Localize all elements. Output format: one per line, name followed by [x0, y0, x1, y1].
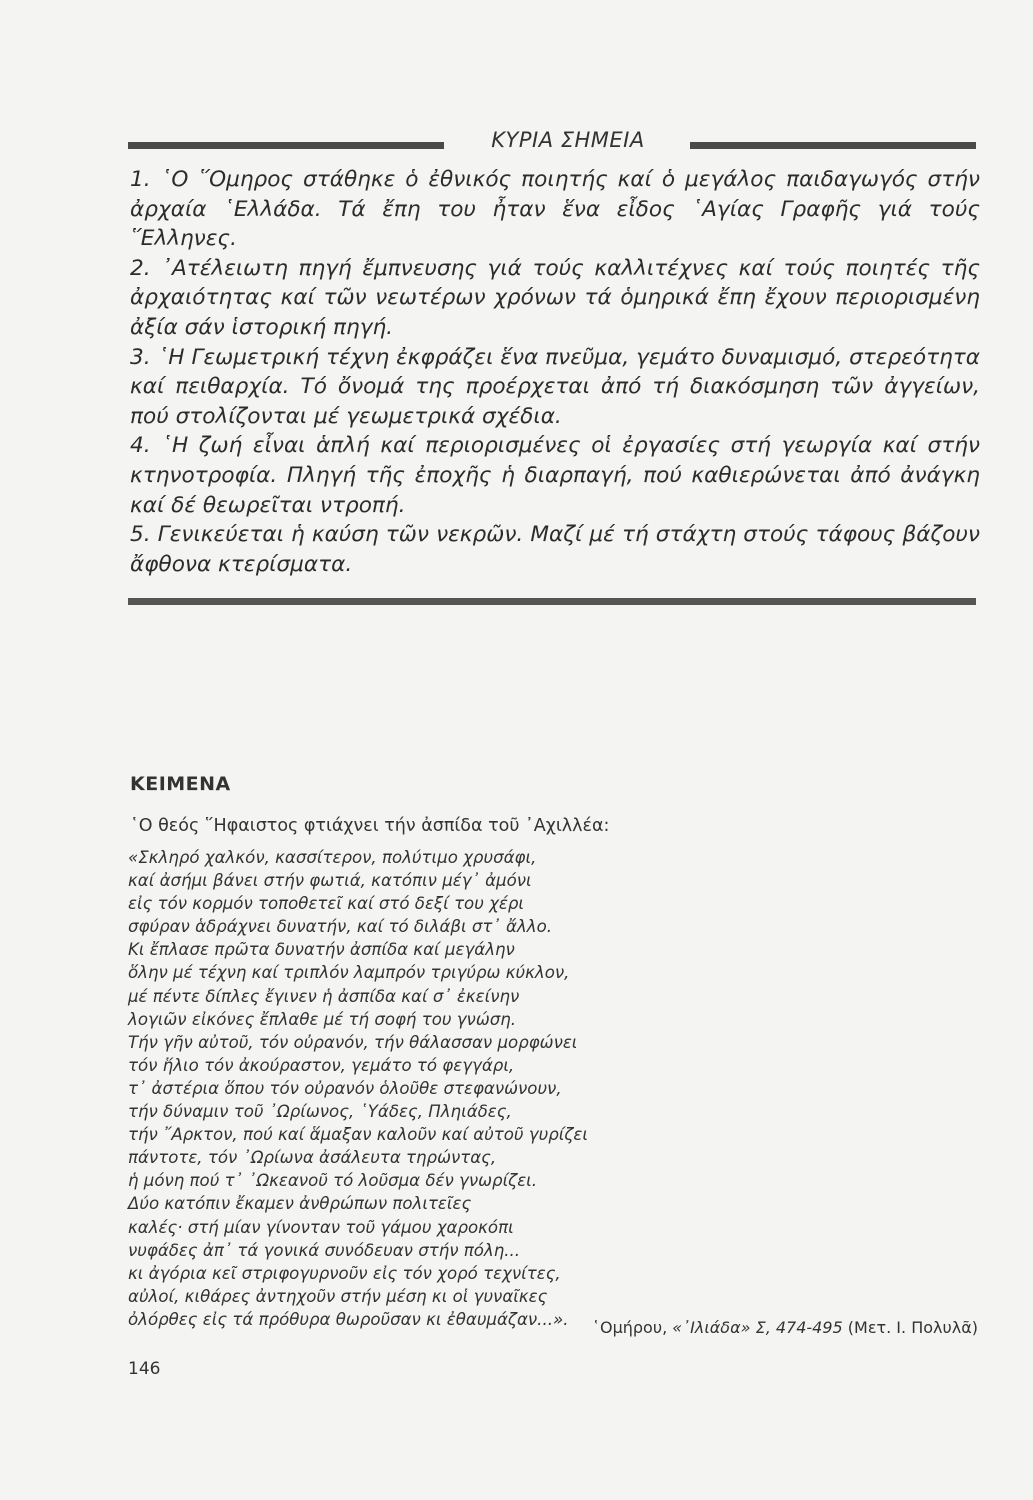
poem-line: ἡ μόνη πού τ᾿ ᾿Ωκεανοῦ τό λοῦσμα δέν γνωρίζει.	[128, 1171, 538, 1191]
poem-line: τ᾿ ἀστέρια ὅπου τόν οὐρανόν ὁλοῦθε στεφανώνουν,	[128, 1078, 562, 1098]
key-point: 2. ᾿Ατέλειωτη πηγή ἔμπνευσης γιά τούς καλλιτέχνες καί τούς ποιητές τῆς ἀρχαιότητας καί τῶν νεωτέρων χρόνων τά ὁμηρικά ἔπη ἔχουν περιορισμένη ἀξία σάν ἱστορική πηγή.	[130, 255, 980, 340]
poem-line: ὅλην μέ τέχνη καί τριπλόν λαμπρόν τριγύρω κύκλον,	[128, 963, 570, 983]
poem-line: σφύραν ἁδράχνει δυνατήν, καί τό διλάβι στ᾿ ἄλλο.	[128, 917, 552, 937]
poem-line: Κι ἔπλασε πρῶτα δυνατήν ἀσπίδα καί μεγάλην	[128, 940, 515, 960]
poem-line: κι ἀγόρια κεῖ στριφογυρνοῦν εἰς τόν χορό τεχνίτες,	[128, 1263, 561, 1283]
key-point: 3. ῾Η Γεωμετρική τέχνη ἐκφράζει ἕνα πνεῦμα, γεμάτο δυναμισμό, στερεότητα καί πειθαρχία. Τό ὄνομά της προέρχεται ἀπό τή διακόσμηση τῶν ἀγγείων, πού στολίζονται μέ γεωμετρικά σχέδια.	[130, 344, 980, 429]
key-point: 5. Γενικεύεται ἡ καύση τῶν νεκρῶν. Μαζί μέ τή στάχτη στούς τάφους βάζουν ἄφθονα κτερίσματα.	[130, 522, 980, 577]
key-point: 1. ῾Ο ῞Ομηρος στάθηκε ὁ ἐθνικός ποιητής καί ὁ μεγάλος παιδαγωγός στήν ἀρχαία ῾Ελλάδα. Τά ἔπη του ἦταν ἕνα εἶδος ῾Αγίας Γραφῆς γιά τούς ῞Ελληνες.	[130, 167, 980, 252]
poem-line: Τήν γῆν αὐτοῦ, τόν οὐρανόν, τήν θάλασσαν μορφώνει	[128, 1032, 578, 1052]
key-point: 4. ῾Η ζωή εἶναι ἁπλή καί περιορισμένες οἱ ἐργασίες στή γεωργία καί στήν κτηνοτροφία. Πληγή τῆς ἐποχῆς ἡ διαρπαγή, πού καθιερώνεται ἀπό ἀνάγκη καί δέ θεωρεῖται ντροπή.	[130, 433, 980, 518]
poem-line: πάντοτε, τόν ᾿Ωρίωνα ἀσάλευτα τηρώντας,	[128, 1148, 497, 1168]
poem-line: νυφάδες ἀπ᾿ τά γονικά συνόδευαν στήν πόλη...	[128, 1240, 521, 1260]
source-citation	[592, 1318, 978, 1337]
poem-line: «Σκληρό χαλκόν, κασσίτερον, πολύτιμο χρυσάφι,	[128, 848, 537, 867]
source-work: «᾿Ιλιάδα» Σ, 474-495	[672, 1318, 843, 1337]
header-rule-right	[690, 142, 976, 149]
texts-heading: ΚΕΙΜΕΝΑ	[130, 773, 231, 795]
source-author: ῾Ομήρου,	[591, 1318, 673, 1337]
poem-excerpt	[128, 846, 728, 1331]
poem-line: Δύο κατόπιν ἔκαμεν ἀνθρώπων πολιτεῖες	[128, 1194, 472, 1214]
page-number: 146	[128, 1359, 161, 1379]
poem-line: εἰς τόν κορμόν τοποθετεῖ καί στό δεξί του χέρι	[128, 894, 525, 914]
poem-line: καί ἀσήμι βάνει στήν φωτιά, κατόπιν μέγ᾿ ἀμόνι	[128, 871, 532, 891]
source-translator: (Μετ. Ι. Πολυλᾶ)	[842, 1318, 978, 1337]
poem-line: αὐλοί, κιθάρες ἀντηχοῦν στήν μέση κι οἱ γυναῖκες	[128, 1286, 548, 1306]
key-points-list	[130, 165, 980, 579]
header-rule-left	[128, 142, 444, 149]
key-points-title: ΚΥΡΙΑ ΣΗΜΕΙΑ	[491, 128, 645, 152]
texts-intro: ῾Ο θεός ῞Ηφαιστος φτιάχνει τήν ἀσπίδα τοῦ ᾿Αχιλλέα:	[130, 816, 610, 836]
poem-line: τήν δύναμιν τοῦ ᾿Ωρίωνος, ῾Υάδες, Πληιάδες,	[128, 1102, 512, 1122]
poem-line: τήν ῎Αρκτον, πού καί ἅμαξαν καλοῦν καί αὐτοῦ γυρίζει	[128, 1125, 588, 1145]
poem-line: τόν ἥλιο τόν ἀκούραστον, γεμάτο τό φεγγάρι,	[128, 1055, 515, 1075]
section-divider	[128, 598, 976, 605]
poem-line: μέ πέντε δίπλες ἔγινεν ἡ ἀσπίδα καί σ᾿ ἐκείνην	[128, 986, 520, 1006]
key-points-header	[128, 128, 976, 158]
poem-line: ὀλόρθες εἰς τά πρόθυρα θωροῦσαν κι ἐθαυμάζαν...».	[128, 1309, 569, 1329]
poem-line: καλές· στή μίαν γίνονταν τοῦ γάμου χαροκόπι	[128, 1217, 514, 1237]
poem-line: λογιῶν εἰκόνες ἔπλαθε μέ τή σοφή του γνώση.	[128, 1009, 517, 1029]
